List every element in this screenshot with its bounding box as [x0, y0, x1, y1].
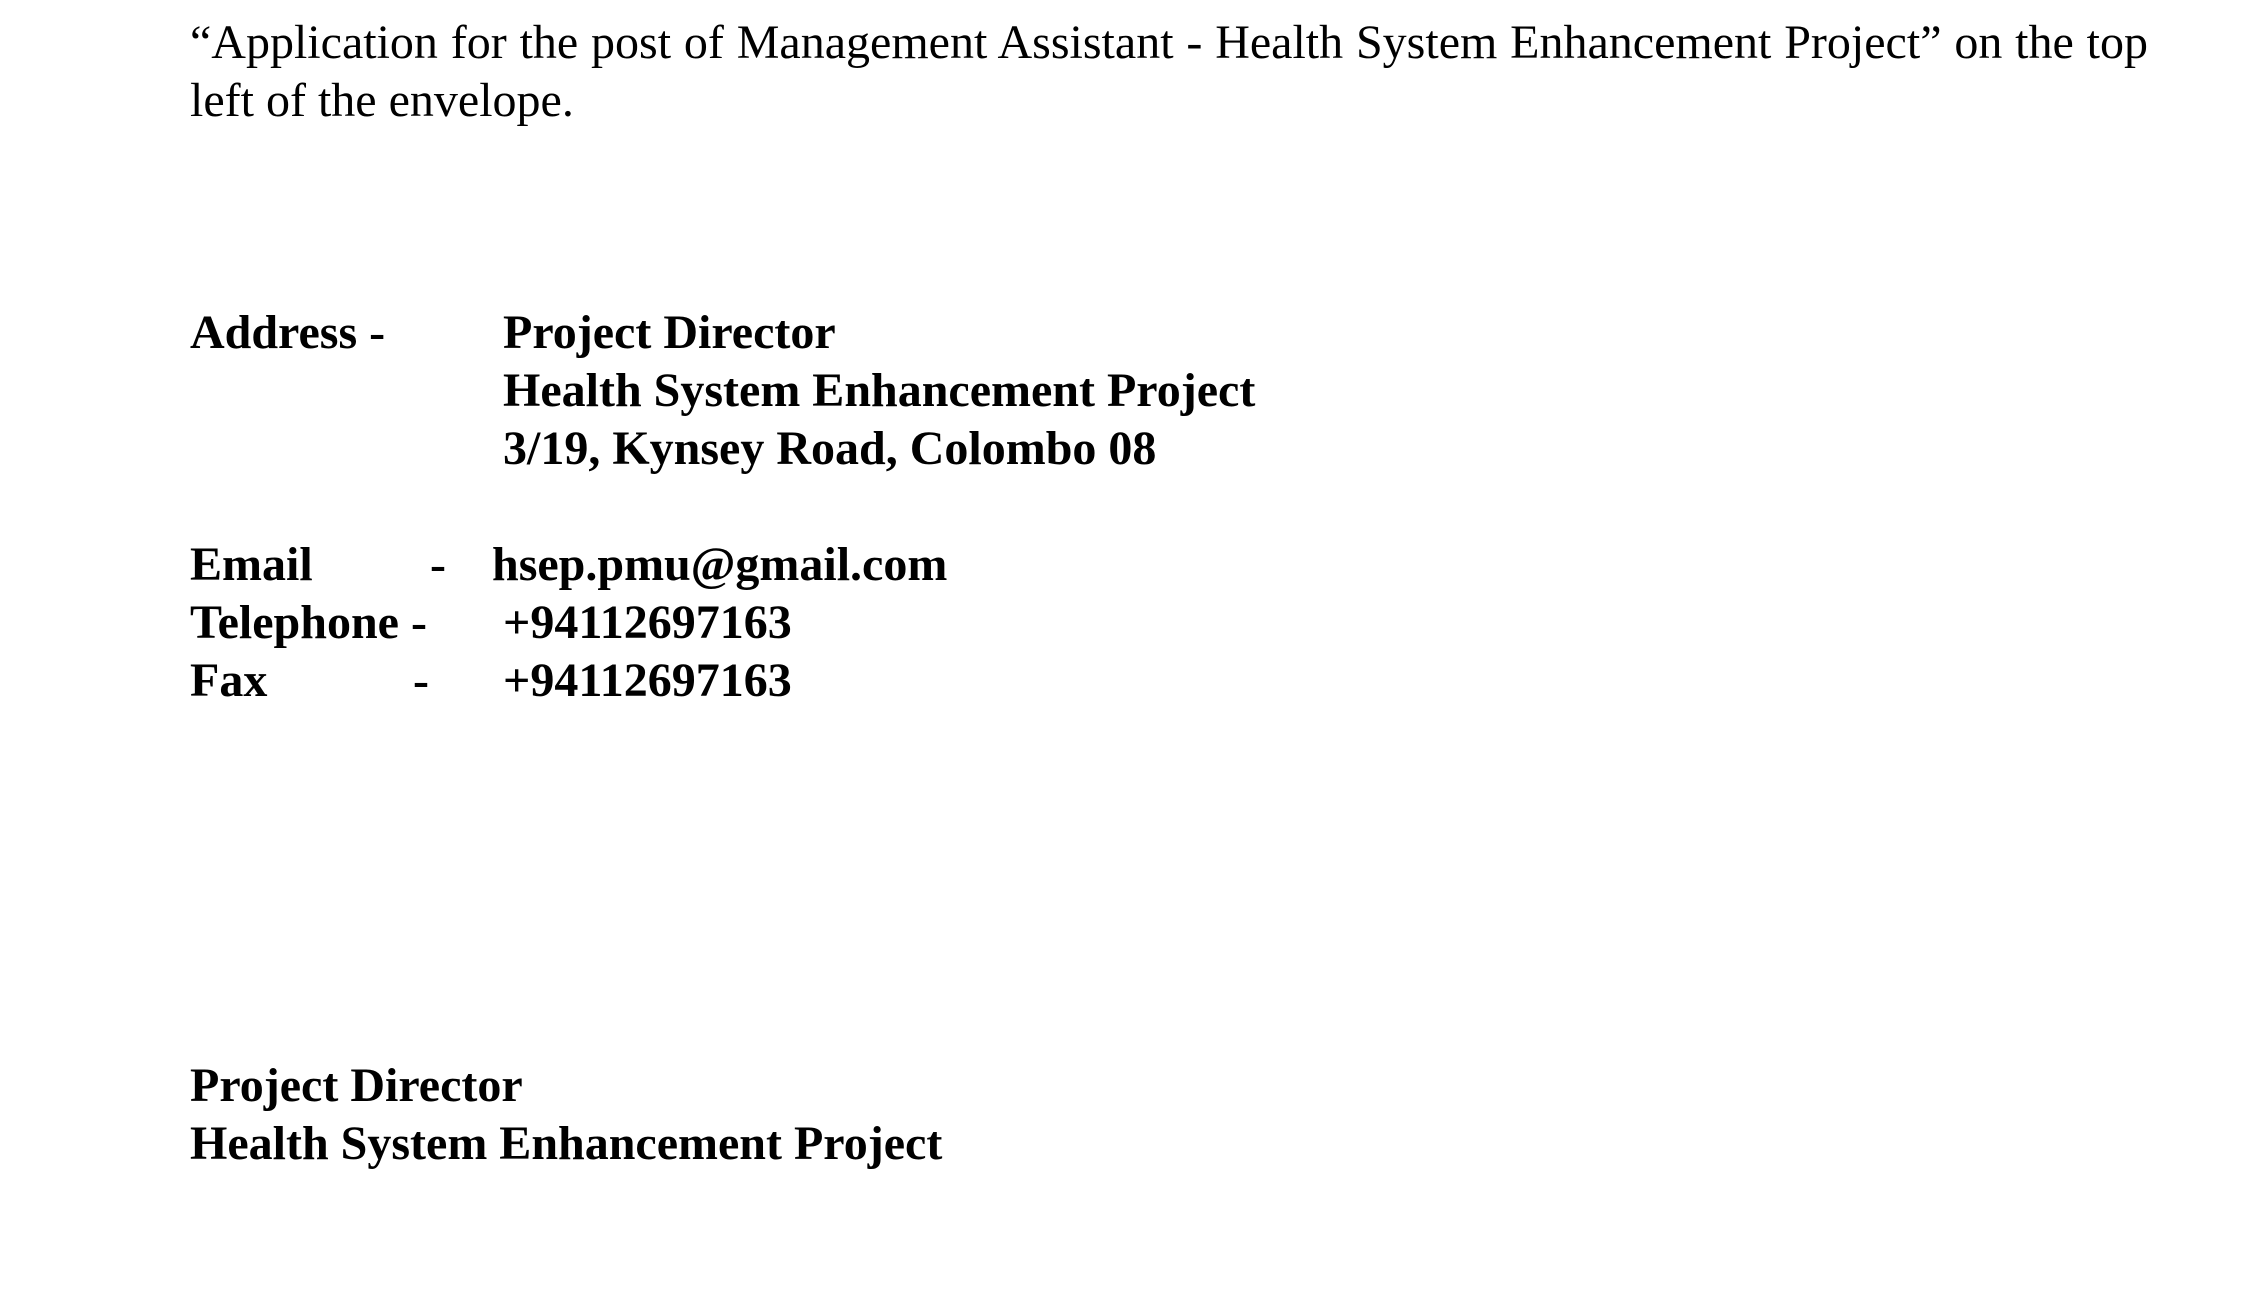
- address-line-street: 3/19, Kynsey Road, Colombo 08: [503, 422, 1157, 475]
- email-separator: -: [430, 538, 446, 591]
- signature-title: Project Director: [190, 1059, 523, 1112]
- fax-label: Fax: [190, 654, 268, 707]
- envelope-instruction-text: “Application for the post of Management Assistant - Health System Enhancement Project” on the top left of the envelope.: [190, 16, 2148, 127]
- address-label: Address -: [190, 306, 386, 359]
- address-line-recipient: Project Director: [503, 306, 836, 359]
- email-value[interactable]: hsep.pmu@gmail.com: [492, 538, 948, 591]
- signature-organization: Health System Enhancement Project: [190, 1117, 943, 1170]
- fax-separator: -: [413, 654, 429, 707]
- telephone-label: Telephone -: [190, 596, 427, 649]
- signature-block: [190, 1057, 942, 1173]
- address-line-organization: Health System Enhancement Project: [503, 364, 1256, 417]
- telephone-value: +94112697163: [503, 596, 792, 649]
- fax-value: +94112697163: [503, 654, 792, 707]
- email-label: Email: [190, 538, 313, 591]
- address-block: [503, 304, 1255, 478]
